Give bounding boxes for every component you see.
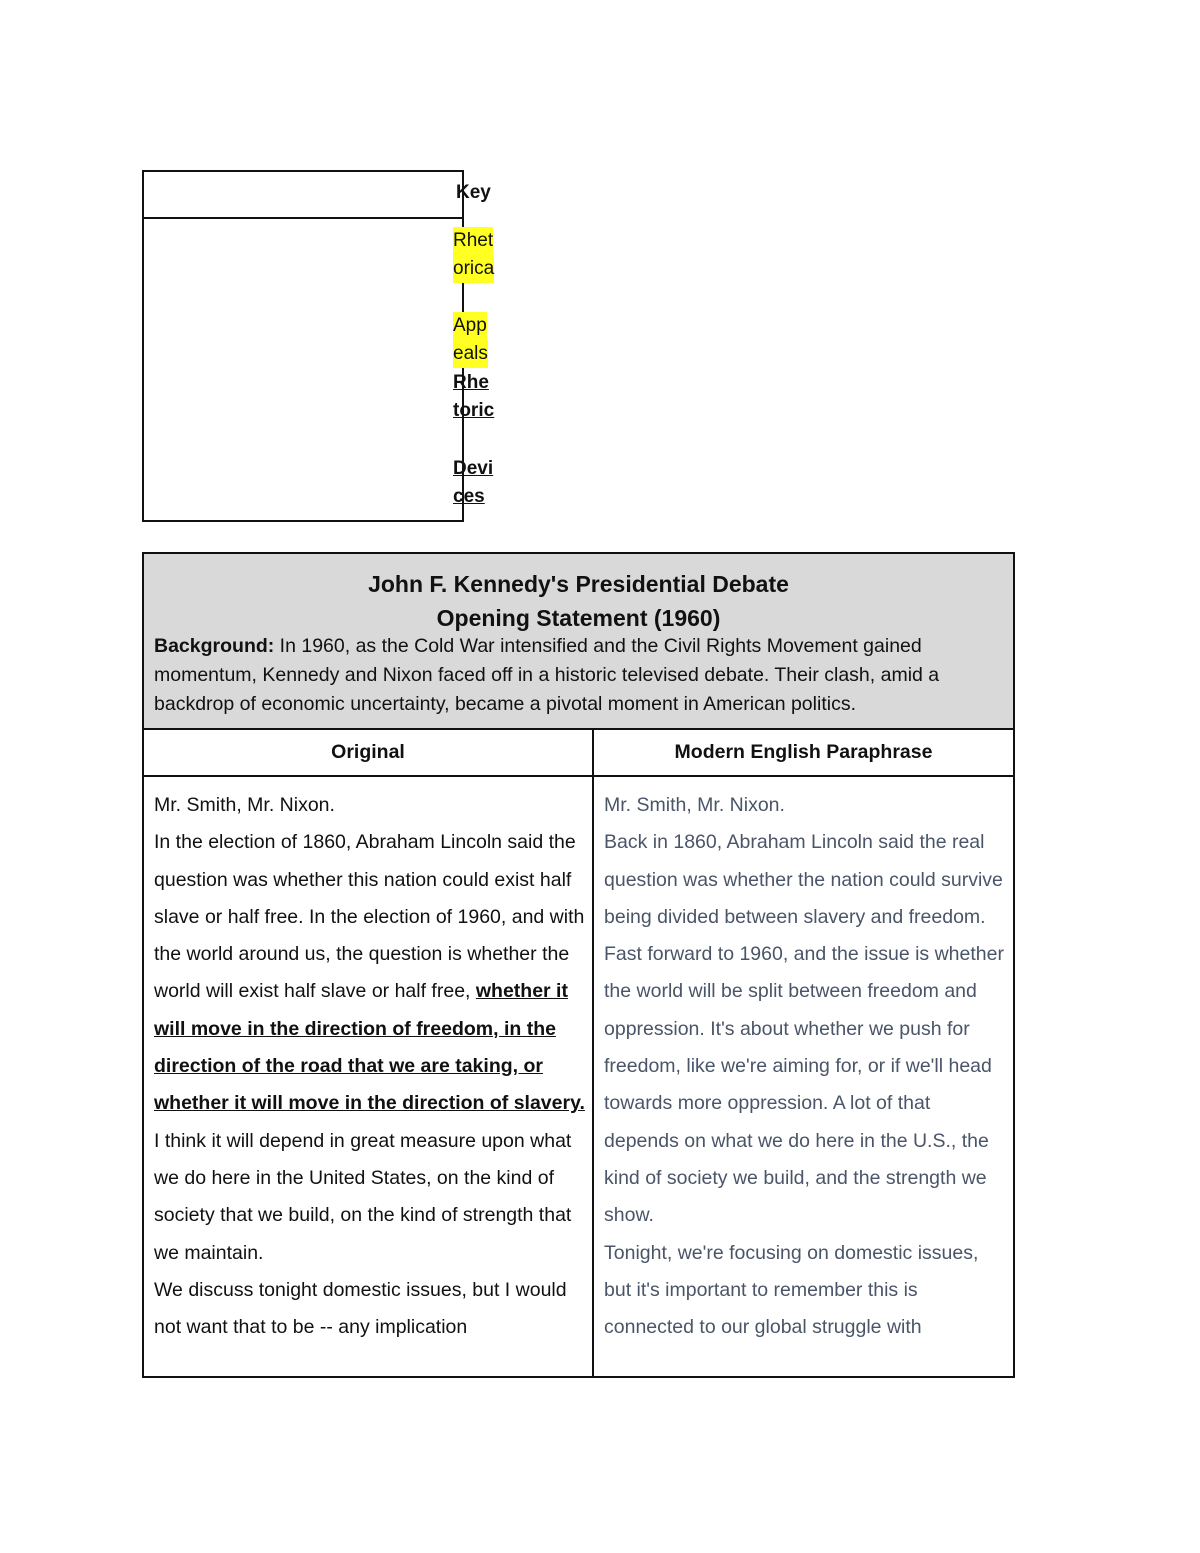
column-divider — [592, 730, 594, 1376]
key-item-rhetorical — [453, 227, 501, 283]
paraphrase-greeting: Mr. Smith, Mr. Nixon. — [604, 794, 785, 816]
background-paragraph — [154, 632, 1003, 719]
key-item-line: Rhet — [453, 227, 493, 255]
column-header-paraphrase: Modern English Paraphrase — [674, 741, 933, 763]
key-title: Key — [456, 182, 491, 203]
key-item-line: ces — [453, 486, 485, 507]
original-last-paragraph: We discuss tonight domestic issues, but I would not want that to be -- any implication — [154, 1278, 567, 1339]
key-item-line: Rhe — [453, 372, 489, 393]
key-item-rhetoric — [453, 369, 501, 425]
key-item-line: toric — [453, 400, 495, 421]
key-item-line: App — [453, 312, 487, 340]
document-table — [142, 552, 1015, 1378]
background-label: Background: — [154, 635, 275, 657]
original-greeting: Mr. Smith, Mr. Nixon. — [154, 794, 335, 816]
key-item-line: Devi — [453, 458, 494, 479]
key-item-line: orica — [453, 255, 494, 283]
key-item-devices — [453, 455, 501, 511]
paraphrase-paragraph: Back in 1860, Abraham Lincoln said the real question was whether the nation could survive being divided between slavery and freedom. Fast forward to 1960, and the issue is whether the world will be split between freedom and oppression. It's about whether we push for freedom, like we're aiming for, or if we'll head towards more oppression. A lot of that depends on what we do here in the U.S., the kind of society we build, and the strength we show. — [604, 831, 1004, 1227]
original-text-cell — [154, 787, 586, 1346]
background-text: In 1960, as the Cold War intensified and the Civil Rights Movement gained momentum, Kennedy and Nixon faced off in a historic televised debate. Their clash, amid a backdrop of economic uncertainty, became a pivotal moment in American politics. — [154, 635, 940, 715]
original-rhetoric-device: whether it will move in the direction of freedom, in the direction of the road that we are taking, or whether it will move in the direction of slavery. — [154, 980, 585, 1115]
paraphrase-text-cell — [604, 787, 1009, 1346]
document-header — [144, 554, 1013, 730]
column-header-original: Original — [331, 741, 405, 763]
title-line-2: Opening Statement (1960) — [436, 605, 721, 631]
key-box — [142, 170, 464, 522]
original-text-before: In the election of 1860, Abraham Lincoln said the question was whether this nation could exist half slave or half free. In the election of 1960, and with the world around us, the question is whether the world will exist half slave or half free, — [154, 831, 585, 1003]
column-header-row — [144, 730, 1013, 777]
key-divider — [144, 217, 462, 219]
original-text-after: I think it will depend in great measure upon what we do here in the United States, on the kind of society that we build, on the kind of strength that we maintain. — [154, 1129, 572, 1264]
key-item-line: eals — [453, 340, 488, 368]
paraphrase-last-paragraph: Tonight, we're focusing on domestic issues, but it's important to remember this is connected to our global struggle with — [604, 1241, 979, 1339]
document-title — [144, 567, 1013, 635]
original-paragraph — [154, 824, 586, 1272]
title-line-1: John F. Kennedy's Presidential Debate — [368, 571, 789, 597]
key-item-appeals — [453, 312, 501, 368]
